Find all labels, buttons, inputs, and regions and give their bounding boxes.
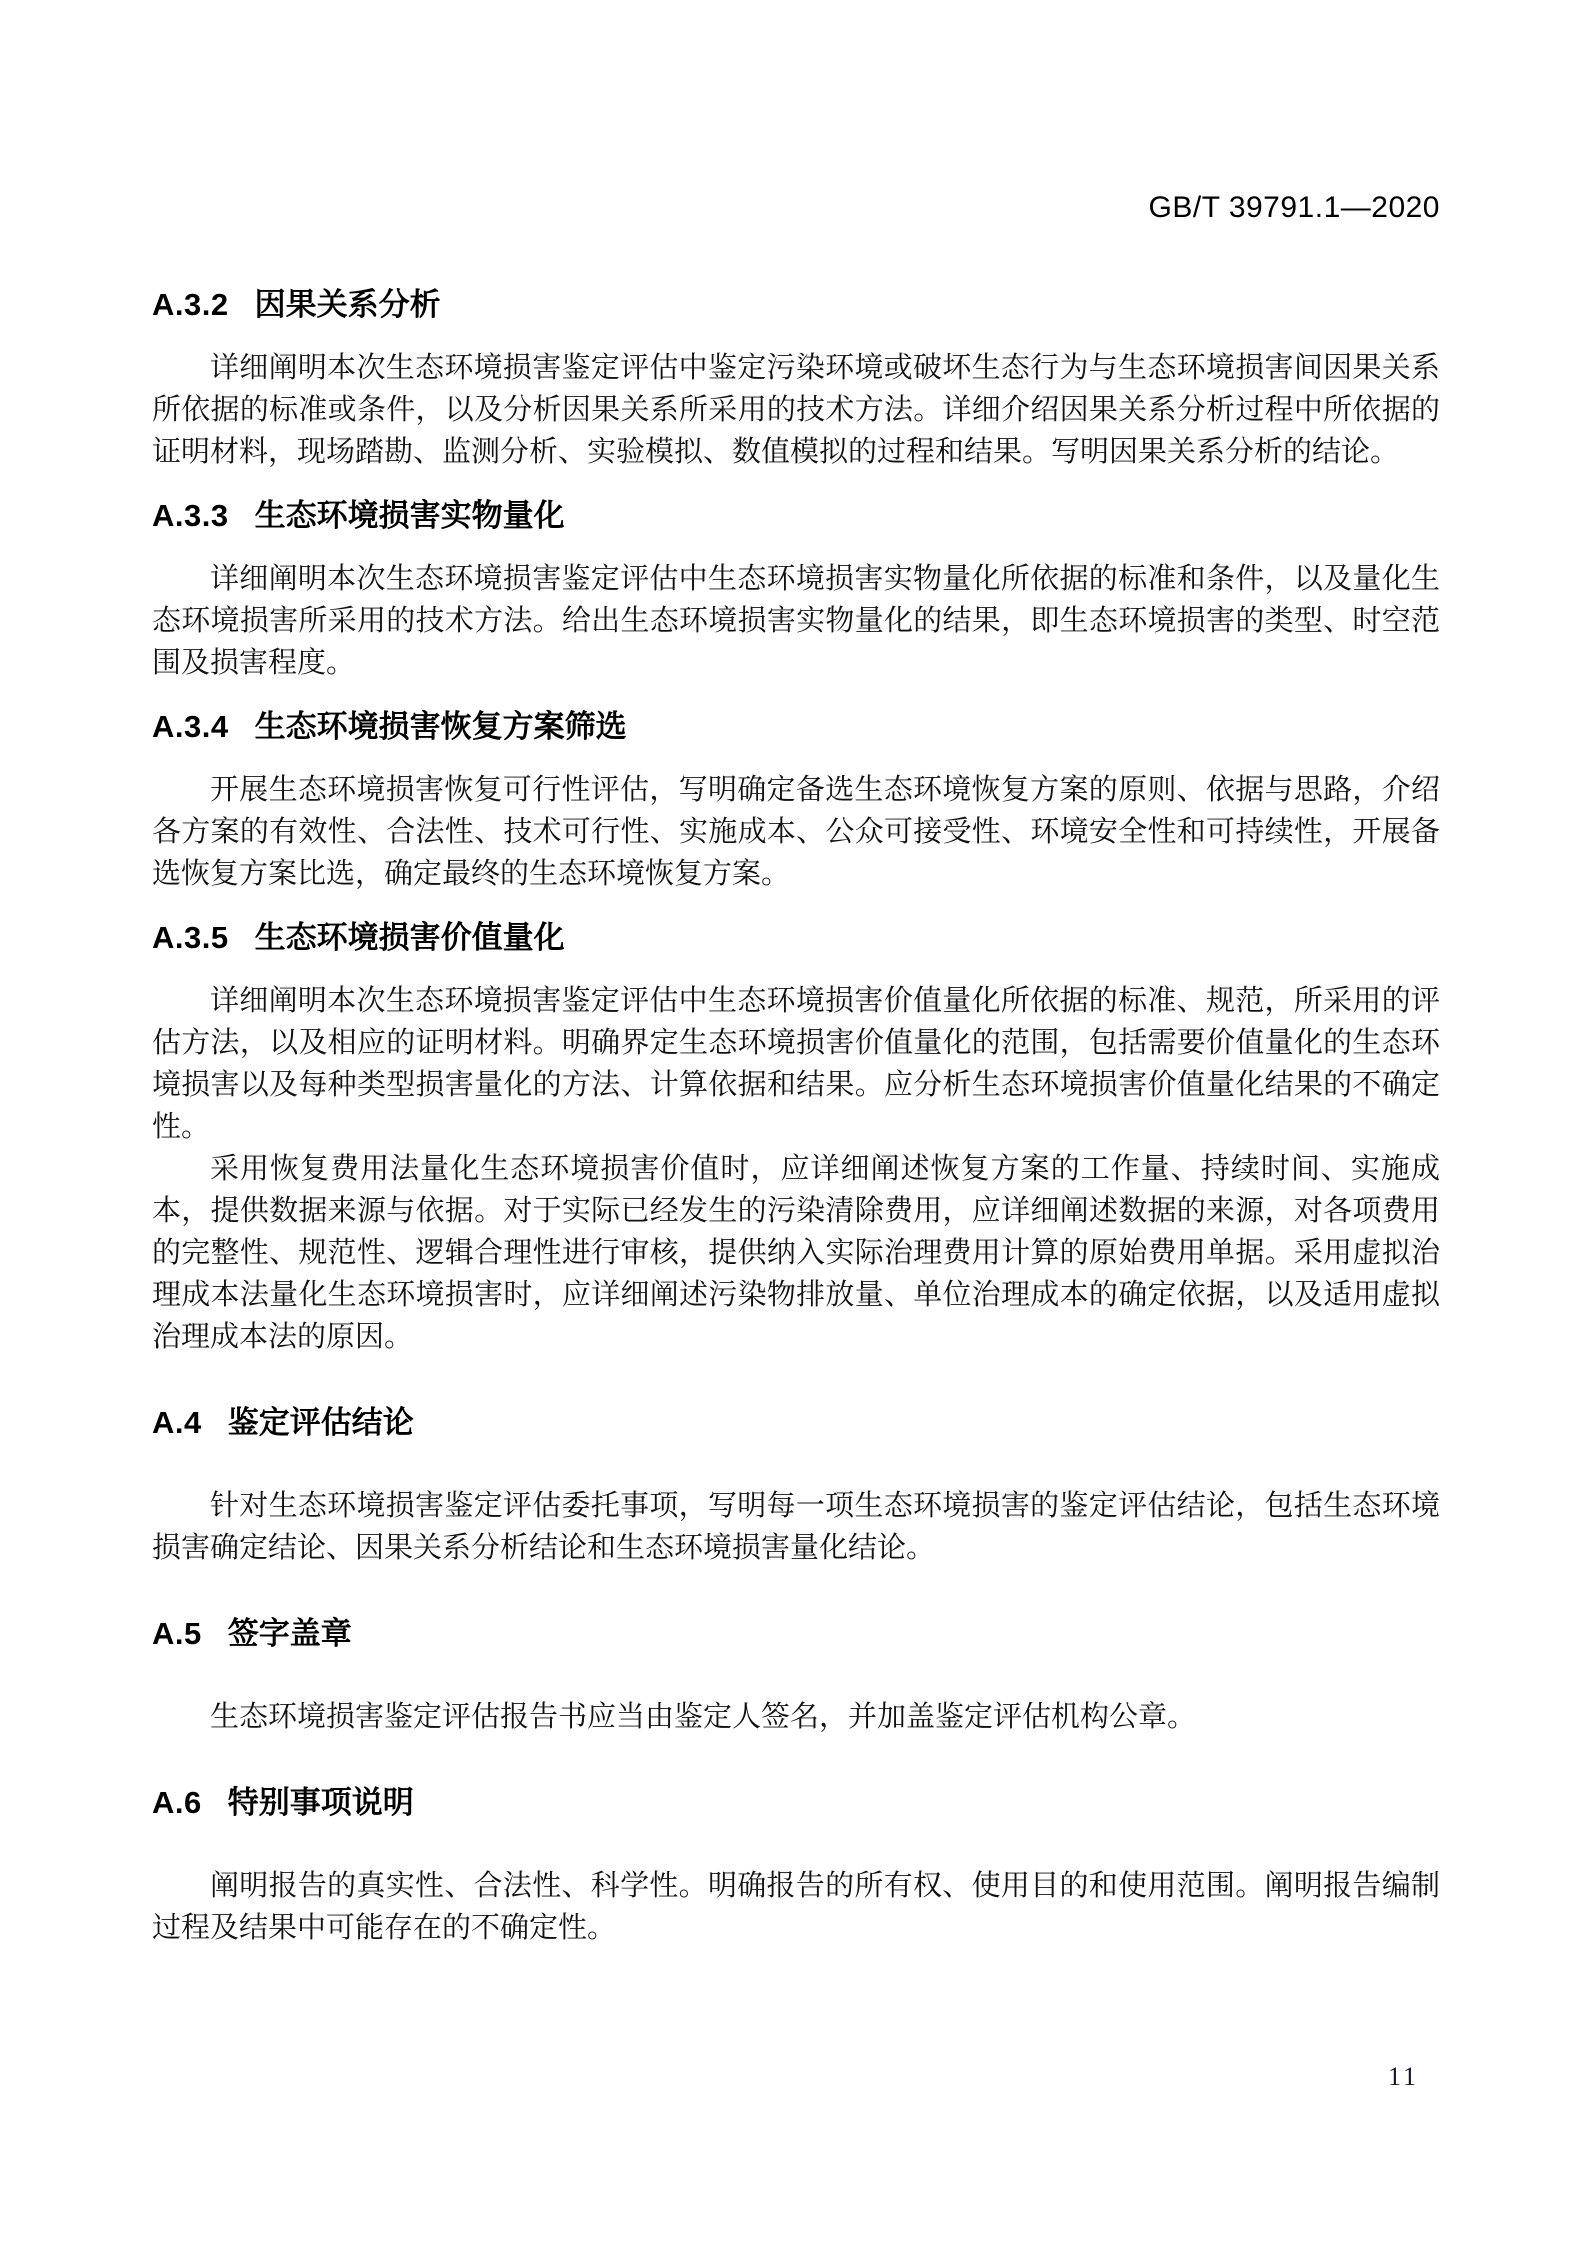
section-title: 生态环境损害恢复方案筛选 [254,709,627,744]
section-title: 特别事项说明 [227,1785,414,1820]
section-paragraph: 开展生态环境损害恢复可行性评估，写明确定备选生态环境恢复方案的原则、依据与思路，介绍各方案的有效性、合法性、技术可行性、实施成本、公众可接受性、环境安全性和可持续性，开展备选恢复方案比选，确定最终的生态环境恢复方案。 [152,774,1440,890]
section-title: 生态环境损害实物量化 [254,498,565,533]
page-number: 11 [1388,2062,1420,2091]
section-title: 鉴定评估结论 [227,1405,414,1440]
section-paragraph: 生态环境损害鉴定评估报告书应当由鉴定人签名，并加盖鉴定评估机构公章。 [210,1701,1197,1733]
section-number: A.3.2 [152,287,229,322]
section-number: A.6 [152,1785,202,1820]
section-paragraph: 采用恢复费用法量化生态环境损害价值时，应详细阐述恢复方案的工作量、持续时间、实施成本，提供数据来源与依据。对于实际已经发生的污染清除费用，应详细阐述数据的来源，对各项费用的完整性、规范性、逻辑合理性进行审核，提供纳入实际治理费用计算的原始费用单据。采用虚拟治理成本法量化生态环境损害时，应详细阐述污染物排放量、单位治理成本的确定依据，以及适用虚拟治理成本法的原因。 [152,1153,1440,1353]
section-heading-a34 [152,710,1440,743]
section-title: 签字盖章 [227,1616,352,1651]
section-heading-a4 [152,1406,1440,1439]
section-number: A.3.5 [152,920,229,955]
section-paragraph: 详细阐明本次生态环境损害鉴定评估中鉴定污染环境或破坏生态行为与生态环境损害间因果关系所依据的标准或条件，以及分析因果关系所采用的技术方法。详细介绍因果关系分析过程中所依据的证明材料，现场踏勘、监测分析、实验模拟、数值模拟的过程和结果。写明因果关系分析的结论。 [152,352,1440,468]
section-paragraph: 详细阐明本次生态环境损害鉴定评估中生态环境损害价值量化所依据的标准、规范，所采用的评估方法，以及相应的证明材料。明确界定生态环境损害价值量化的范围，包括需要价值量化的生态环境损害以及每种类型损害量化的方法、计算依据和结果。应分析生态环境损害价值量化结果的不确定性。 [152,985,1440,1143]
section-number: A.4 [152,1405,202,1440]
section-paragraph: 详细阐明本次生态环境损害鉴定评估中生态环境损害实物量化所依据的标准和条件，以及量化生态环境损害所采用的技术方法。给出生态环境损害实物量化的结果，即生态环境损害的类型、时空范围及损害程度。 [152,563,1440,679]
section-number: A.3.4 [152,709,229,744]
section-heading-a6 [152,1786,1440,1819]
section-heading-a33 [152,499,1440,532]
section-heading-a35 [152,921,1440,954]
section-title: 生态环境损害价值量化 [254,920,565,955]
section-paragraph: 阐明报告的真实性、合法性、科学性。明确报告的所有权、使用目的和使用范围。阐明报告编制过程及结果中可能存在的不确定性。 [152,1870,1440,1944]
document-body [152,288,1440,1949]
section-heading-a32 [152,288,1440,321]
standard-code-header: GB/T 39791.1—2020 [1148,191,1440,224]
section-number: A.5 [152,1616,202,1651]
section-number: A.3.3 [152,498,229,533]
section-paragraph: 针对生态环境损害鉴定评估委托事项，写明每一项生态环境损害的鉴定评估结论，包括生态环境损害确定结论、因果关系分析结论和生态环境损害量化结论。 [152,1490,1440,1564]
section-title: 因果关系分析 [254,287,441,322]
section-heading-a5 [152,1617,1440,1650]
